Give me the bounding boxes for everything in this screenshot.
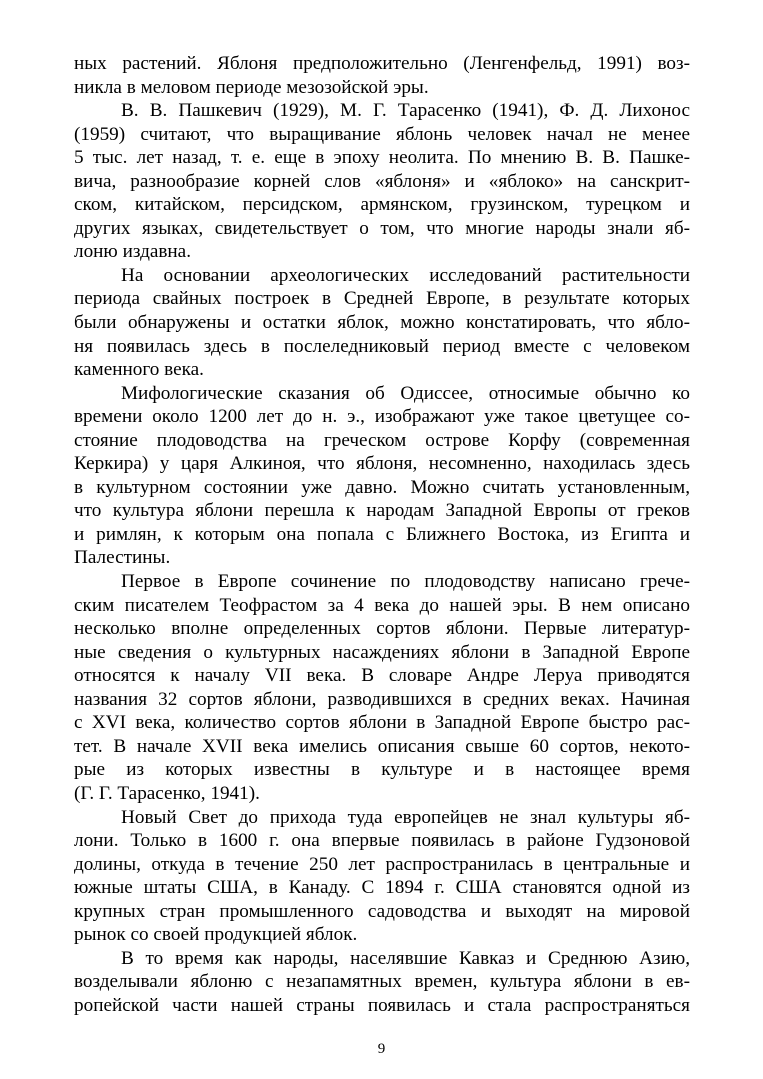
text-line: ским писателем Теофрастом за 4 века до нашей эры. В нем описано <box>74 594 690 616</box>
text-line: ня появилась здесь в послеледниковый период вместе с человеком <box>74 335 690 357</box>
paragraph <box>74 264 690 382</box>
text-line: стояние плодоводства на греческом острове Корфу (современная <box>74 429 690 451</box>
paragraph <box>74 570 690 805</box>
text-line: южные штаты США, в Канаду. С 1894 г. США становятся одной из <box>74 877 690 899</box>
text-line: времени около 1200 лет до н. э., изображают уже такое цветущее со- <box>74 406 690 428</box>
text-line: были обнаружены и остатки яблок, можно констатировать, что ябло- <box>74 312 690 334</box>
page-text <box>74 52 690 1017</box>
paragraph <box>74 52 690 99</box>
paragraph <box>74 382 690 570</box>
page-number: 9 <box>377 1041 386 1057</box>
text-line: лони. Только в 1600 г. она впервые появилась в районе Гудзоновой <box>74 830 690 852</box>
text-line: периода свайных построек в Средней Европе, в результате которых <box>74 288 690 310</box>
text-line: Палестины. <box>74 547 171 569</box>
text-line: (1959) считают, что выращивание яблонь человек начал не менее <box>74 123 690 145</box>
text-line: Новый Свет до прихода туда европейцев не знал культуры яб- <box>121 806 690 828</box>
text-line: с XVI века, количество сортов яблони в Западной Европе быстро рас- <box>74 712 690 734</box>
text-line: лоню издавна. <box>74 241 191 263</box>
paragraph <box>74 99 690 264</box>
text-line: названия 32 сортов яблони, разводившихся в средних веках. Начиная <box>74 688 690 710</box>
text-line: ском, китайском, персидском, армянском, грузинском, турецком и <box>74 194 690 216</box>
text-line: ропейской части нашей страны появилась и стала распространяться <box>74 994 690 1016</box>
text-line: что культура яблони перешла к народам Западной Европы от греков <box>74 500 690 522</box>
text-line: тет. В начале XVII века имелись описания свыше 60 сортов, некото- <box>74 735 690 757</box>
text-line: относятся к началу VII века. В словаре Андре Леруа приводятся <box>74 665 690 687</box>
text-line: В. В. Пашкевич (1929), М. Г. Тарасенко (1941), Ф. Д. Лихонос <box>121 100 690 122</box>
text-line: (Г. Г. Тарасенко, 1941). <box>74 782 260 804</box>
text-line: В то время как народы, населявшие Кавказ и Среднюю Азию, <box>121 947 690 969</box>
paragraph <box>74 947 690 1018</box>
text-line: вича, разнообразие корней слов «яблоня» и «яблоко» на санскрит- <box>74 170 690 192</box>
text-line: рые из которых известны в культуре и в настоящее время <box>74 759 690 781</box>
text-line: каменного века. <box>74 359 204 381</box>
text-line: Первое в Европе сочинение по плодоводству написано грече- <box>121 571 690 593</box>
text-line: других языках, свидетельствует о том, что многие народы знали яб- <box>74 217 690 239</box>
text-line: ных растений. Яблоня предположительно (Ленгенфельд, 1991) воз- <box>74 53 690 74</box>
text-line: рынок со своей продукцией яблок. <box>74 924 358 946</box>
text-line: несколько вполне определенных сортов яблони. Первые литератур- <box>74 618 690 640</box>
text-line: 5 тыс. лет назад, т. е. еще в эпоху неолита. По мнению В. В. Пашке- <box>74 147 690 169</box>
text-line: и римлян, к которым она попала с Ближнего Востока, из Египта и <box>74 523 690 545</box>
text-line: возделывали яблоню с незапамятных времен, культура яблони в ев- <box>74 971 690 993</box>
text-line: ные сведения о культурных насаждениях яблони в Западной Европе <box>74 641 690 663</box>
text-line: никла в меловом периоде мезозойской эры. <box>74 76 429 98</box>
text-line: Мифологические сказания об Одиссее, относимые обычно ко <box>121 382 690 404</box>
text-line: Керкира) у царя Алкиноя, что яблоня, несомненно, находилась здесь <box>74 453 690 475</box>
paragraph <box>74 806 690 947</box>
text-line: крупных стран промышленного садоводства и выходят на мировой <box>74 900 690 922</box>
text-line: На основании археологических исследований растительности <box>121 264 690 286</box>
text-line: в культурном состоянии уже давно. Можно считать установленным, <box>74 476 690 498</box>
text-line: долины, откуда в течение 250 лет распространилась в центральные и <box>74 853 690 875</box>
